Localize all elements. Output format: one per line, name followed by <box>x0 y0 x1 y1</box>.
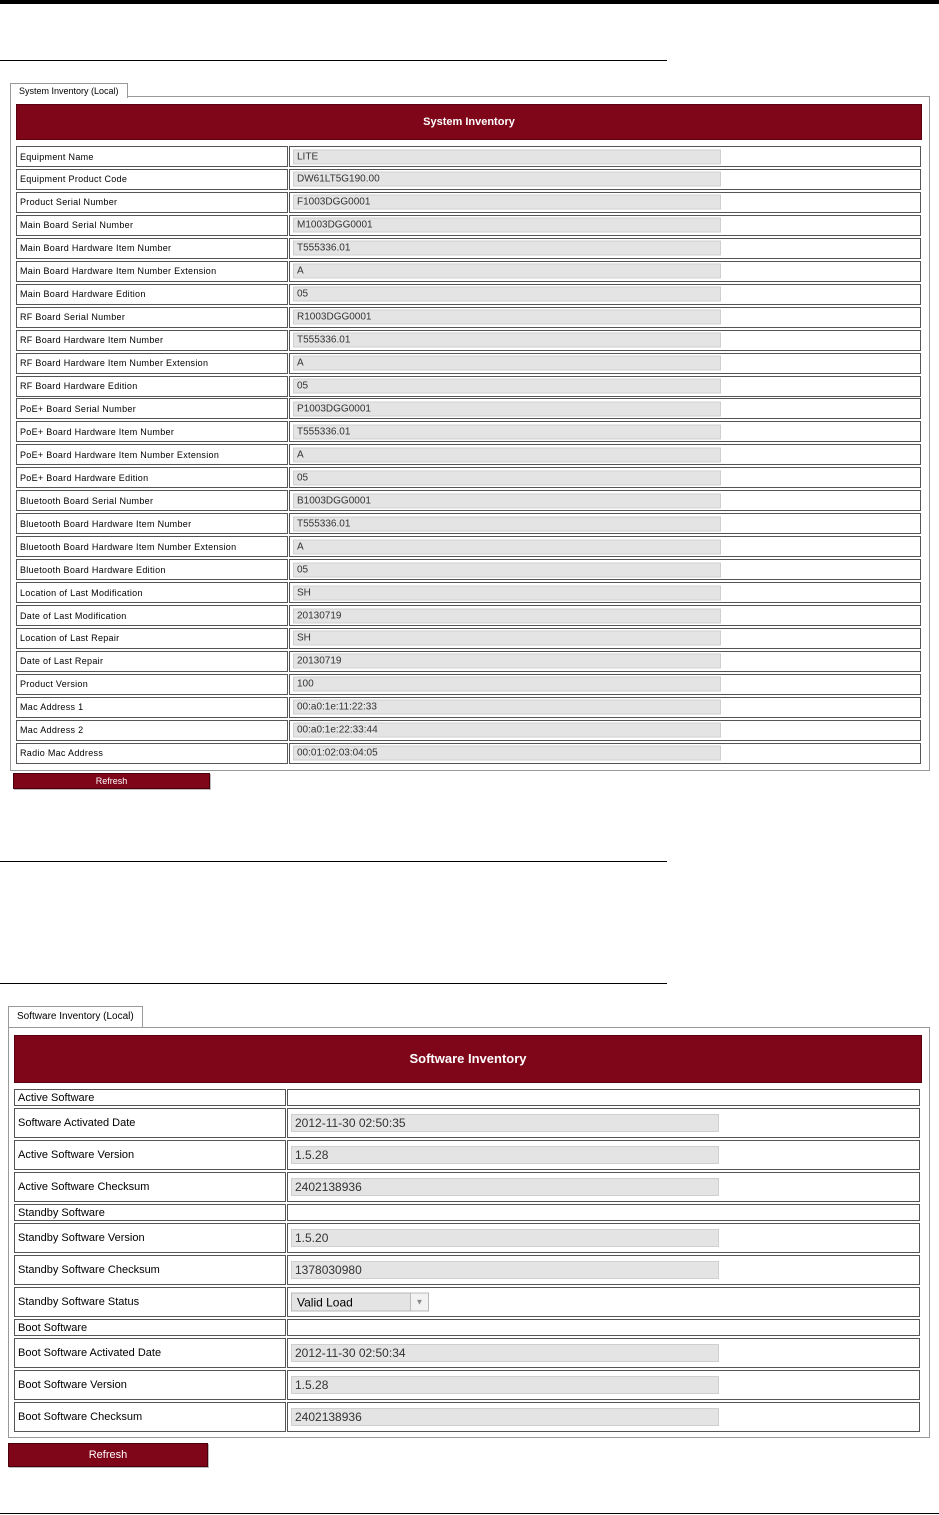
mac-address-1-field[interactable]: 00:a0:1e:11:22:33 <box>293 700 721 715</box>
row-value-cell <box>287 1108 920 1138</box>
row-label: Main Board Hardware Item Number Extension <box>16 261 288 282</box>
section-label: Standby Software <box>14 1204 286 1221</box>
inventory-row-main-board-hardware-item-number-extension <box>16 261 921 282</box>
row-value-cell <box>289 674 921 695</box>
row-value-cell <box>287 1338 920 1368</box>
section-label: Boot Software <box>14 1319 286 1336</box>
rf-board-hardware-item-number-field[interactable]: T555336.01 <box>293 333 721 348</box>
inventory-row-poeplus-board-hardware-item-number-extension <box>16 444 921 465</box>
rf-board-hardware-item-number-extension-field[interactable]: A <box>293 356 721 371</box>
inventory-row-location-of-last-modification <box>16 582 921 603</box>
row-value-cell <box>289 261 921 282</box>
row-label: Main Board Hardware Item Number <box>16 238 288 259</box>
equipment-product-code-field[interactable]: DW61LT5G190.00 <box>293 172 721 187</box>
row-label: Radio Mac Address <box>16 743 288 764</box>
row-value-cell <box>289 307 921 328</box>
select-value: Valid Load <box>297 1295 353 1309</box>
software-row-boot-software-checksum <box>14 1402 920 1432</box>
row-label: Bluetooth Board Hardware Item Number Extension <box>16 536 288 557</box>
inventory-row-equipment-product-code <box>16 169 921 190</box>
row-label: Bluetooth Board Hardware Edition <box>16 559 288 580</box>
date-of-last-modification-field[interactable]: 20130719 <box>293 608 721 623</box>
row-value-cell <box>289 467 921 488</box>
poeplus-board-hardware-item-number-extension-field[interactable]: A <box>293 447 721 462</box>
row-value-cell <box>289 376 921 397</box>
row-label: Equipment Name <box>16 146 288 167</box>
bluetooth-board-hardware-item-number-extension-field[interactable]: A <box>293 539 721 554</box>
row-value-cell <box>287 1370 920 1400</box>
row-label: Date of Last Repair <box>16 651 288 672</box>
row-label: PoE+ Board Hardware Item Number <box>16 421 288 442</box>
inventory-row-main-board-serial-number <box>16 215 921 236</box>
row-value-cell <box>287 1319 920 1336</box>
active-software-checksum-field[interactable]: 2402138936 <box>291 1178 719 1196</box>
row-value-cell <box>289 284 921 305</box>
row-label: Bluetooth Board Hardware Item Number <box>16 513 288 534</box>
rf-board-serial-number-field[interactable]: R1003DGG0001 <box>293 310 721 325</box>
row-value-cell <box>289 697 921 718</box>
software-row-active-software-version <box>14 1140 920 1170</box>
row-label: Boot Software Checksum <box>14 1402 286 1432</box>
tab-system-inventory[interactable]: System Inventory (Local) <box>10 83 128 98</box>
software-inventory-title: Software Inventory <box>14 1035 922 1083</box>
inventory-row-location-of-last-repair <box>16 628 921 649</box>
poeplus-board-hardware-item-number-field[interactable]: T555336.01 <box>293 424 721 439</box>
row-value-cell <box>289 398 921 419</box>
row-label: Location of Last Repair <box>16 628 288 649</box>
row-value-cell <box>289 605 921 626</box>
software-inventory-panel <box>8 1027 930 1438</box>
inventory-row-date-of-last-modification <box>16 605 921 626</box>
software-row-boot-software-version <box>14 1370 920 1400</box>
product-version-field[interactable]: 100 <box>293 677 721 692</box>
system-refresh-button[interactable]: Refresh <box>13 773 210 789</box>
inventory-row-mac-address-1 <box>16 697 921 718</box>
row-value-cell <box>289 490 921 511</box>
row-value-cell <box>289 353 921 374</box>
row-label: RF Board Hardware Edition <box>16 376 288 397</box>
equipment-name-field[interactable]: LITE <box>293 149 721 164</box>
software-activated-date-field[interactable]: 2012-11-30 02:50:35 <box>291 1114 719 1132</box>
row-value-cell <box>287 1089 920 1106</box>
software-row-standby-software-status <box>14 1287 920 1317</box>
rf-board-hardware-edition-field[interactable]: 05 <box>293 379 721 394</box>
divider <box>0 60 667 61</box>
row-value-cell <box>289 146 921 167</box>
row-label: Standby Software Status <box>14 1287 286 1317</box>
row-label: Main Board Serial Number <box>16 215 288 236</box>
boot-software-activated-date-field[interactable]: 2012-11-30 02:50:34 <box>291 1344 719 1362</box>
location-of-last-repair-field[interactable]: SH <box>293 631 721 646</box>
inventory-row-poeplus-board-hardware-edition <box>16 467 921 488</box>
inventory-row-mac-address-2 <box>16 720 921 741</box>
software-row-boot-software-activated-date <box>14 1338 920 1368</box>
poeplus-board-hardware-edition-field[interactable]: 05 <box>293 470 721 485</box>
row-value-cell <box>289 169 921 190</box>
row-label: Boot Software Version <box>14 1370 286 1400</box>
software-refresh-button[interactable]: Refresh <box>8 1443 208 1467</box>
row-label: Equipment Product Code <box>16 169 288 190</box>
row-label: Standby Software Version <box>14 1223 286 1253</box>
system-inventory-title: System Inventory <box>16 104 922 140</box>
divider <box>0 1513 939 1514</box>
inventory-row-bluetooth-board-hardware-edition <box>16 559 921 580</box>
row-value-cell <box>287 1172 920 1202</box>
row-label: Date of Last Modification <box>16 605 288 626</box>
row-value-cell <box>289 330 921 351</box>
row-value-cell <box>289 421 921 442</box>
software-row-active-software <box>14 1089 920 1106</box>
main-board-hardware-edition-field[interactable]: 05 <box>293 287 721 302</box>
boot-software-checksum-field[interactable]: 2402138936 <box>291 1408 719 1426</box>
row-value-cell <box>289 513 921 534</box>
poeplus-board-serial-number-field[interactable]: P1003DGG0001 <box>293 401 721 416</box>
system-inventory-panel <box>10 96 930 771</box>
inventory-row-rf-board-hardware-item-number-extension <box>16 353 921 374</box>
inventory-row-main-board-hardware-edition <box>16 284 921 305</box>
location-of-last-modification-field[interactable]: SH <box>293 585 721 600</box>
active-software-version-field[interactable]: 1.5.28 <box>291 1146 719 1164</box>
inventory-row-equipment-name <box>16 146 921 167</box>
row-label: PoE+ Board Hardware Item Number Extension <box>16 444 288 465</box>
software-row-standby-software <box>14 1204 920 1221</box>
boot-software-version-field[interactable]: 1.5.28 <box>291 1376 719 1394</box>
row-value-cell <box>287 1204 920 1221</box>
mac-address-2-field[interactable]: 00:a0:1e:22:33:44 <box>293 723 721 738</box>
row-value-cell <box>287 1287 920 1317</box>
row-label: Boot Software Activated Date <box>14 1338 286 1368</box>
inventory-row-poeplus-board-serial-number <box>16 398 921 419</box>
row-label: Active Software Checksum <box>14 1172 286 1202</box>
standby-status-select[interactable] <box>291 1293 429 1312</box>
row-value-cell <box>289 444 921 465</box>
inventory-row-product-serial-number <box>16 192 921 213</box>
main-board-hardware-item-number-extension-field[interactable]: A <box>293 264 721 279</box>
row-label: RF Board Hardware Item Number <box>16 330 288 351</box>
software-row-standby-software-checksum <box>14 1255 920 1285</box>
chevron-down-icon[interactable]: ▼ <box>410 1294 428 1311</box>
row-value-cell <box>287 1223 920 1253</box>
row-label: Software Activated Date <box>14 1108 286 1138</box>
software-row-software-activated-date <box>14 1108 920 1138</box>
software-row-standby-software-version <box>14 1223 920 1253</box>
row-label: PoE+ Board Hardware Edition <box>16 467 288 488</box>
software-row-active-software-checksum <box>14 1172 920 1202</box>
date-of-last-repair-field[interactable]: 20130719 <box>293 654 721 669</box>
software-row-boot-software <box>14 1319 920 1336</box>
inventory-row-bluetooth-board-hardware-item-number <box>16 513 921 534</box>
row-value-cell <box>287 1255 920 1285</box>
row-label: Product Version <box>16 674 288 695</box>
row-label: RF Board Serial Number <box>16 307 288 328</box>
row-label: Bluetooth Board Serial Number <box>16 490 288 511</box>
bluetooth-board-serial-number-field[interactable]: B1003DGG0001 <box>293 493 721 508</box>
row-value-cell <box>289 215 921 236</box>
main-board-serial-number-field[interactable]: M1003DGG0001 <box>293 218 721 233</box>
inventory-row-main-board-hardware-item-number <box>16 238 921 259</box>
row-label: Mac Address 1 <box>16 697 288 718</box>
row-label: Main Board Hardware Edition <box>16 284 288 305</box>
inventory-row-product-version <box>16 674 921 695</box>
radio-mac-address-field[interactable]: 00:01:02:03:04:05 <box>293 746 721 761</box>
row-value-cell <box>289 582 921 603</box>
row-label: PoE+ Board Serial Number <box>16 398 288 419</box>
row-value-cell <box>287 1140 920 1170</box>
product-serial-number-field[interactable]: F1003DGG0001 <box>293 195 721 210</box>
row-value-cell <box>289 238 921 259</box>
section-label: Active Software <box>14 1089 286 1106</box>
inventory-row-date-of-last-repair <box>16 651 921 672</box>
row-value-cell <box>289 743 921 764</box>
tab-software-inventory[interactable]: Software Inventory (Local) <box>8 1006 143 1027</box>
inventory-row-rf-board-hardware-item-number <box>16 330 921 351</box>
row-value-cell <box>289 192 921 213</box>
main-board-hardware-item-number-field[interactable]: T555336.01 <box>293 241 721 256</box>
row-label: RF Board Hardware Item Number Extension <box>16 353 288 374</box>
bluetooth-board-hardware-item-number-field[interactable]: T555336.01 <box>293 516 721 531</box>
divider <box>0 983 667 984</box>
row-value-cell <box>289 536 921 557</box>
inventory-row-rf-board-serial-number <box>16 307 921 328</box>
row-label: Active Software Version <box>14 1140 286 1170</box>
row-value-cell <box>289 651 921 672</box>
inventory-row-poeplus-board-hardware-item-number <box>16 421 921 442</box>
row-value-cell <box>289 628 921 649</box>
divider <box>0 861 667 862</box>
bluetooth-board-hardware-edition-field[interactable]: 05 <box>293 562 721 577</box>
row-label: Location of Last Modification <box>16 582 288 603</box>
inventory-row-rf-board-hardware-edition <box>16 376 921 397</box>
standby-software-checksum-field[interactable]: 1378030980 <box>291 1261 719 1279</box>
row-value-cell <box>287 1402 920 1432</box>
inventory-row-bluetooth-board-serial-number <box>16 490 921 511</box>
row-label: Mac Address 2 <box>16 720 288 741</box>
inventory-row-radio-mac-address <box>16 743 921 764</box>
inventory-row-bluetooth-board-hardware-item-number-extension <box>16 536 921 557</box>
top-border <box>0 0 939 4</box>
row-value-cell <box>289 720 921 741</box>
row-label: Standby Software Checksum <box>14 1255 286 1285</box>
row-label: Product Serial Number <box>16 192 288 213</box>
row-value-cell <box>289 559 921 580</box>
standby-software-version-field[interactable]: 1.5.20 <box>291 1229 719 1247</box>
